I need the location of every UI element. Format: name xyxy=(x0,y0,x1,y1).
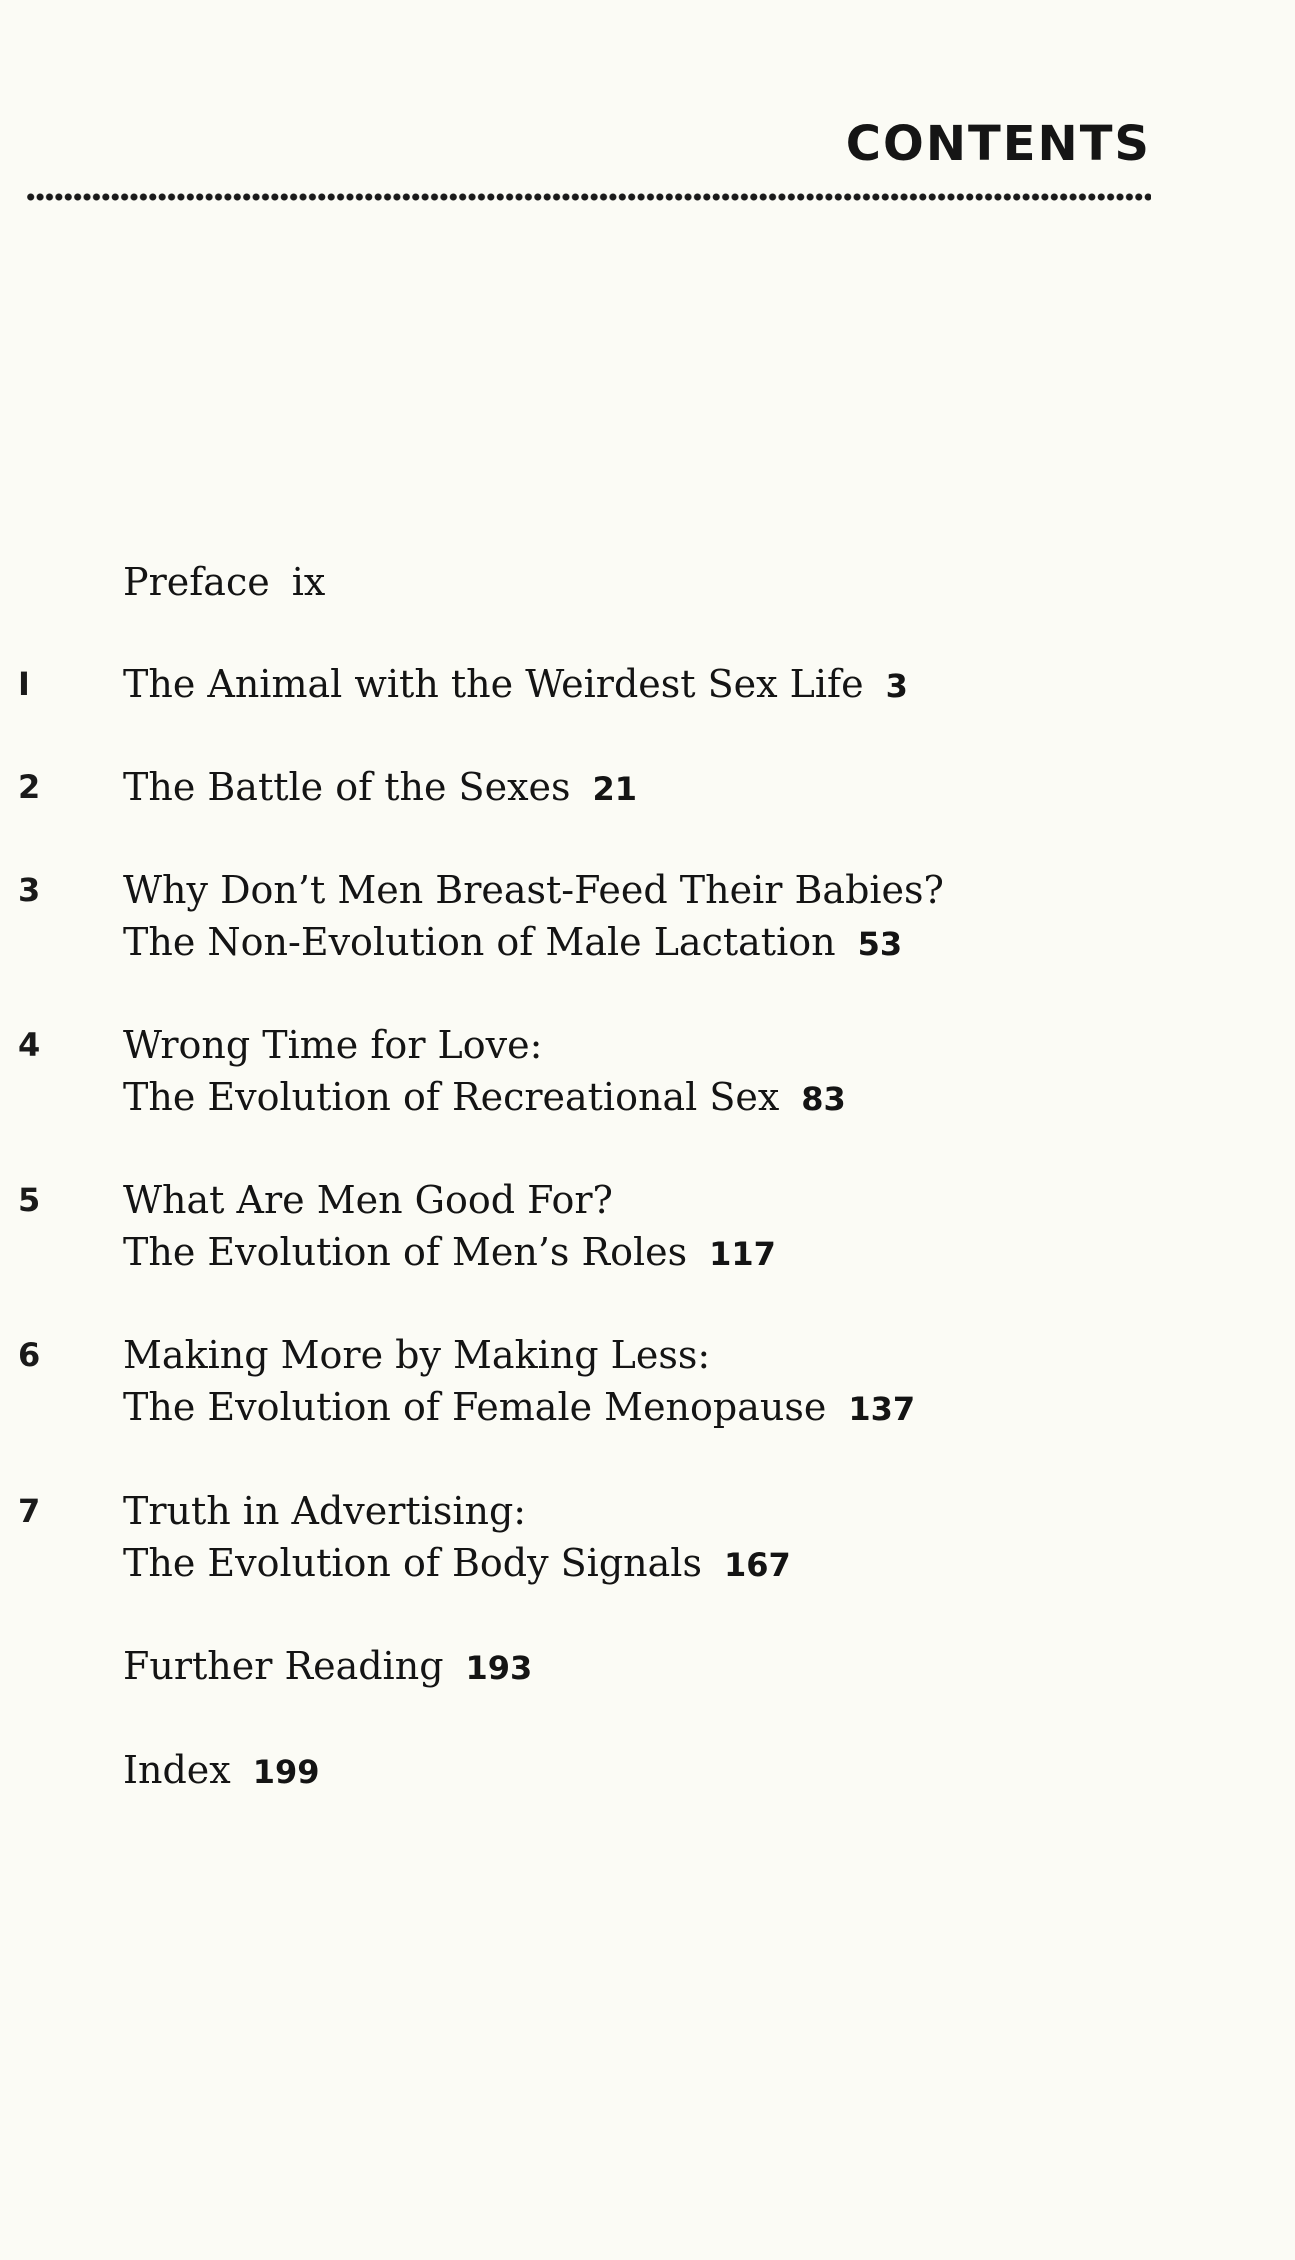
entry-title: The Animal with the Weirdest Sex Life xyxy=(123,662,864,706)
entry-title: Wrong Time for Love: xyxy=(123,1023,543,1067)
toc-line xyxy=(123,1744,1223,1798)
page-number: 83 xyxy=(801,1080,846,1118)
entry-title: Index xyxy=(123,1748,231,1792)
page-number: 21 xyxy=(592,770,638,808)
entry-subtitle: The Non-Evolution of Male Lactation xyxy=(123,920,836,964)
entry-title: What Are Men Good For? xyxy=(123,1178,613,1222)
entry-subtitle: The Evolution of Men’s Roles xyxy=(123,1230,688,1274)
toc-line xyxy=(123,1071,1223,1125)
page-number: ix xyxy=(291,560,326,604)
entry-title: The Battle of the Sexes xyxy=(123,765,571,809)
page-number: 117 xyxy=(709,1235,776,1273)
page-number: 193 xyxy=(465,1649,533,1687)
toc-line xyxy=(123,761,1223,815)
entry-title: Truth in Advertising: xyxy=(123,1489,527,1533)
entry-title: Preface xyxy=(123,560,270,604)
toc-line xyxy=(123,1640,1223,1694)
toc-line xyxy=(123,658,1223,712)
chapter-number: 3 xyxy=(18,871,41,909)
toc-line xyxy=(123,1226,1223,1280)
page-number: 199 xyxy=(252,1753,320,1791)
entry-title: Why Don’t Men Breast-Feed Their Babies? xyxy=(123,868,944,912)
page-number: 137 xyxy=(848,1390,916,1428)
toc-line xyxy=(123,556,1223,608)
page-number: 167 xyxy=(723,1546,791,1584)
page-number: 53 xyxy=(857,925,903,963)
toc-line xyxy=(123,1381,1223,1435)
entry-title: Making More by Making Less: xyxy=(123,1333,711,1377)
chapter-number: 7 xyxy=(18,1492,41,1530)
chapter-number: 5 xyxy=(18,1181,41,1219)
chapter-number: 4 xyxy=(18,1026,41,1064)
entry-subtitle: The Evolution of Female Menopause xyxy=(123,1385,827,1429)
page-number: 3 xyxy=(885,667,908,705)
chapter-number: 2 xyxy=(18,768,41,806)
entry-subtitle: The Evolution of Body Signals xyxy=(123,1541,702,1585)
entry-subtitle: The Evolution of Recreational Sex xyxy=(123,1075,780,1119)
page-title: CONTENTS xyxy=(845,116,1151,172)
toc-line xyxy=(123,1537,1223,1591)
chapter-number: 6 xyxy=(18,1336,41,1374)
entry-title: Further Reading xyxy=(123,1644,444,1688)
toc-line xyxy=(123,916,1223,970)
chapter-number: I xyxy=(18,665,30,703)
